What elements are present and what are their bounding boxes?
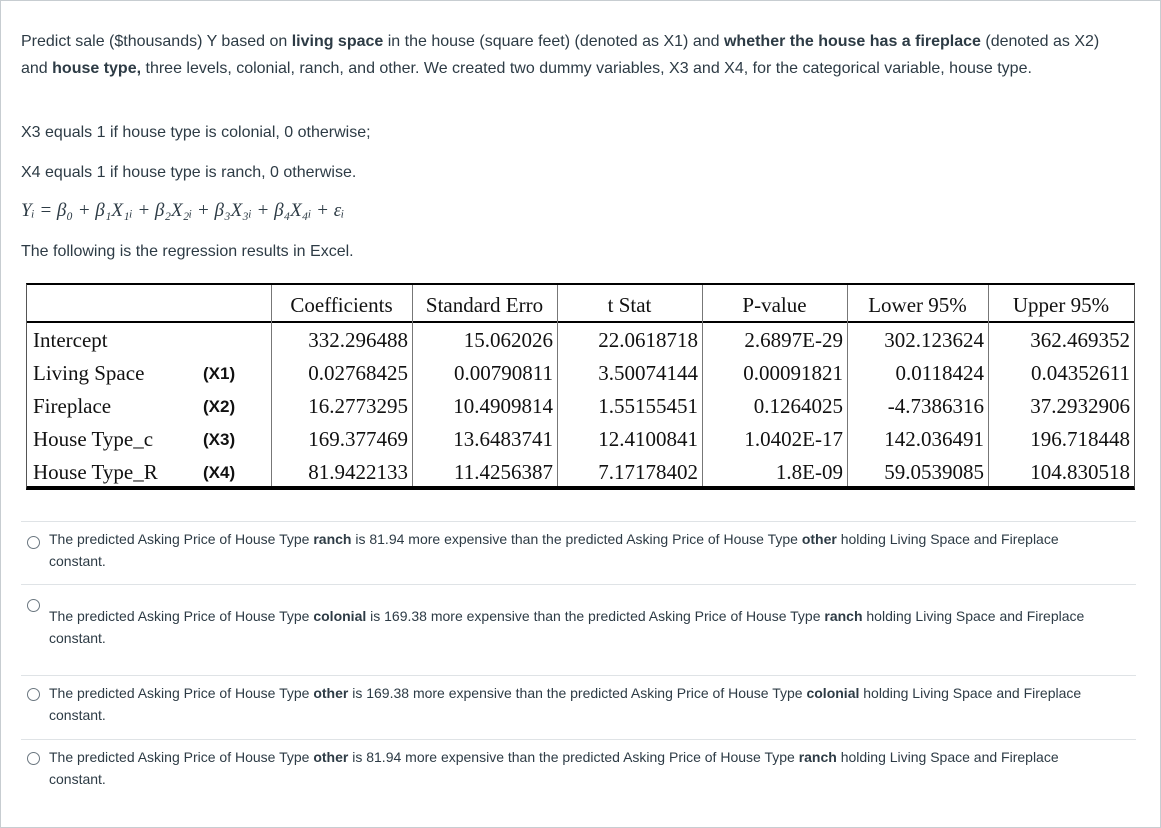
table-cell: 196.718448 <box>1030 427 1130 451</box>
answer-option-4[interactable] <box>21 739 1136 800</box>
table-cell: 332.296488 <box>308 328 408 352</box>
table-cell: 11.4256387 <box>454 460 553 484</box>
column-header: Coefficients <box>290 293 393 317</box>
regression-intro: The following is the regression results in Excel. <box>21 243 354 260</box>
q-bold: living space <box>291 33 384 50</box>
regression-table <box>26 283 1135 490</box>
radio-button[interactable] <box>27 599 40 612</box>
answer-option-1[interactable] <box>21 521 1136 582</box>
table-cell: 7.17178402 <box>598 460 698 484</box>
option-text: The predicted Asking Price of House Type colonial is 169.38 more expensive than the predicted Asking Price of House Type ranch holding Living Space and Fireplace constant. <box>49 608 1085 646</box>
table-cell: 169.377469 <box>308 427 408 451</box>
table-cell: 0.00790811 <box>454 361 553 385</box>
regression-formula: Yᵢ = β₀ + β₁X₁ᵢ + β₂X₂ᵢ + β₃X₃ᵢ + β₄X₄ᵢ + εᵢ <box>21 200 345 221</box>
table-cell: 12.4100841 <box>598 427 698 451</box>
row-label: House Type_R <box>33 460 158 484</box>
answer-option-2[interactable] <box>21 584 1136 673</box>
column-divider <box>702 285 703 486</box>
table-cell: 104.830518 <box>1030 460 1130 484</box>
table-cell: 0.02768425 <box>308 361 408 385</box>
q-text: in the house (square feet) (denoted as X1) and <box>383 33 724 50</box>
table-cell: 22.0618718 <box>598 328 698 352</box>
q-bold: house type, <box>52 60 142 77</box>
variable-tag: (X4) <box>203 463 236 482</box>
option-text: The predicted Asking Price of House Type other is 81.94 more expensive than the predicted Asking Price of House Type ranch holding Living Space and Fireplace constant. <box>49 749 1059 787</box>
table-cell: 1.55155451 <box>598 394 698 418</box>
table-cell: 1.0402E-17 <box>744 427 843 451</box>
table-cell: 2.6897E-29 <box>744 328 843 352</box>
radio-button[interactable] <box>27 536 40 549</box>
table-cell: 142.036491 <box>884 427 984 451</box>
column-header: Upper 95% <box>1012 293 1110 317</box>
radio-button[interactable] <box>27 688 40 701</box>
option-text: The predicted Asking Price of House Type ranch is 81.94 more expensive than the predicted Asking Price of House Type other holding Living Space and Fireplace constant. <box>49 531 1059 569</box>
table-cell: 0.00091821 <box>743 361 843 385</box>
table-cell: 1.8E-09 <box>775 460 843 484</box>
option-text: The predicted Asking Price of House Type other is 169.38 more expensive than the predicted Asking Price of House Type colonial holding Living Space and Fireplace constant. <box>49 685 1082 723</box>
column-header: P-value <box>742 293 807 317</box>
row-label: Fireplace <box>33 394 112 418</box>
radio-button[interactable] <box>27 752 40 765</box>
question-intro-paragraph <box>21 28 1121 82</box>
column-divider <box>412 285 413 486</box>
q-text: Predict sale ($thousands) Y based on <box>21 33 292 50</box>
column-header: t Stat <box>607 293 652 317</box>
table-cell: 59.0539085 <box>884 460 984 484</box>
column-divider <box>271 285 272 486</box>
table-cell: 16.2773295 <box>308 394 408 418</box>
column-header: Standard Erro <box>425 293 544 317</box>
q-text: three levels, colonial, ranch, and other. We created two dummy variables, X3 and X4, for the categorical variable, house type. <box>141 60 1032 77</box>
table-cell: 3.50074144 <box>598 361 698 385</box>
row-label: House Type_c <box>33 427 154 451</box>
q-text: (denoted as X2) and <box>21 33 1100 77</box>
table-cell: 302.123624 <box>884 328 984 352</box>
row-label: Living Space <box>33 361 145 385</box>
table-cell: 15.062026 <box>463 328 553 352</box>
column-divider <box>557 285 558 486</box>
answer-option-3[interactable] <box>21 675 1136 736</box>
table-cell: -4.7386316 <box>887 394 984 418</box>
variable-tag: (X3) <box>203 430 236 449</box>
table-cell: 81.9422133 <box>308 460 408 484</box>
column-header: Lower 95% <box>868 293 967 317</box>
x4-definition: X4 equals 1 if house type is ranch, 0 otherwise. <box>21 164 357 181</box>
table-cell: 13.6483741 <box>453 427 553 451</box>
header-divider <box>27 321 1134 323</box>
table-cell: 0.1264025 <box>753 394 843 418</box>
table-cell: 10.4909814 <box>453 394 553 418</box>
row-label: Intercept <box>33 328 108 352</box>
table-cell: 37.2932906 <box>1030 394 1130 418</box>
variable-tag: (X1) <box>203 364 236 383</box>
table-cell: 0.04352611 <box>1031 361 1130 385</box>
table-cell: 0.0118424 <box>895 361 984 385</box>
column-divider <box>988 285 989 486</box>
q-bold: whether the house has a fireplace <box>723 33 981 50</box>
x3-definition: X3 equals 1 if house type is colonial, 0 otherwise; <box>21 124 371 141</box>
column-divider <box>847 285 848 486</box>
table-cell: 362.469352 <box>1030 328 1130 352</box>
variable-tag: (X2) <box>203 397 236 416</box>
